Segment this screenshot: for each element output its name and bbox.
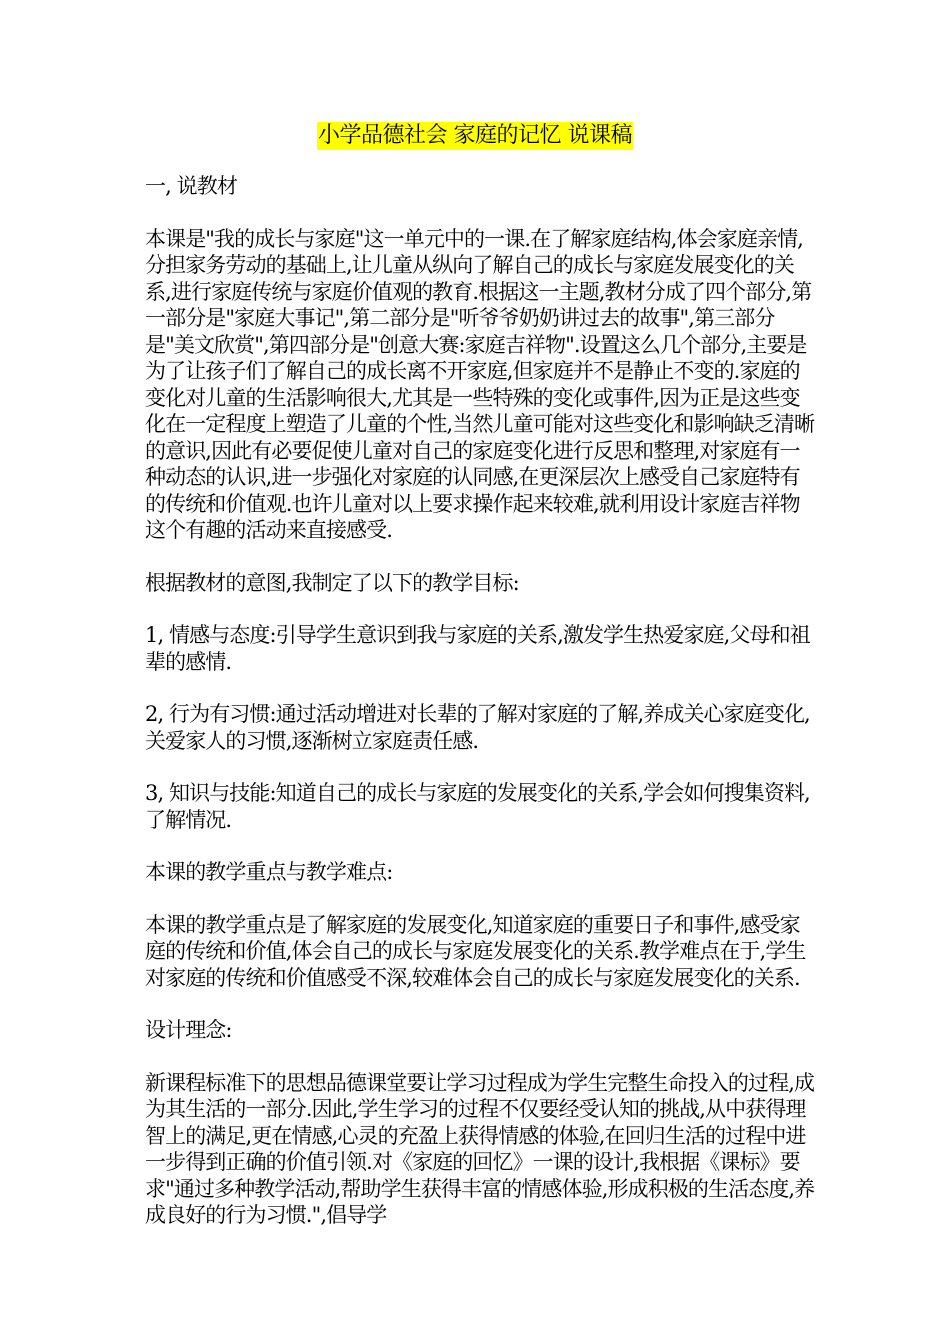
- document-body: [145, 173, 815, 1255]
- paragraph-textbook-description: 本课是"我的成长与家庭"这一单元中的一课.在了解家庭结构,体会家庭亲情,分担家务劳动的基础上,让儿童从纵向了解自己的成长与家庭发展变化的关系,进行家庭传统与家庭价值观的教育.根据这一主题,教材分成了四个部分,第一部分是"家庭大事记",第二部分是"听爷爷奶奶讲过去的故事",第三部分是"美文欣赏",第四部分是"创意大赛:家庭吉祥物".设置这么几个部分,主要是为了让孩子们了解自己的成长离不开家庭,但家庭并不是静止不变的.家庭的变化对儿童的生活影响很大,尤其是一些特殊的变化或事件,因为正是这些变化在一定程度上塑造了儿童的个性,当然儿童可能对这些变化和影响缺乏清晰的意识,因此有必要促使儿童对自己的家庭变化进行反思和整理,对家庭有一种动态的认识,进一步强化对家庭的认同感,在更深层次上感受自己家庭特有的传统和价值观.也许儿童对以上要求操作起来较难,就利用设计家庭吉祥物这个有趣的活动来直接感受.: [145, 226, 815, 542]
- title-container: [0, 122, 950, 150]
- paragraph-key-points: 本课的教学重点是了解家庭的发展变化,知道家庭的重要日子和事件,感受家庭的传统和价值,体会自己的成长与家庭发展变化的关系.教学难点在于,学生对家庭的传统和价值感受不深,较难体会自己的成长与家庭发展变化的关系.: [145, 912, 806, 990]
- objective-item-2: 2, 行为有习惯:通过活动增进对长辈的了解对家庭的了解,养成关心家庭变化,关爱家人的习惯,逐渐树立家庭责任感.: [145, 702, 810, 753]
- section-heading-design-concept: 设计理念:: [145, 1018, 232, 1042]
- objective-item-1: 1, 情感与态度:引导学生意识到我与家庭的关系,激发学生热爱家庭,父母和祖辈的感情.: [145, 623, 810, 674]
- objective-item-3: 3, 知识与技能:知道自己的成长与家庭的发展变化的关系,学会如何搜集资料,了解情况.: [145, 781, 810, 832]
- section-heading-key-points: 本课的教学重点与教学难点:: [145, 860, 393, 884]
- paragraph-objectives-intro: 根据教材的意图,我制定了以下的教学目标:: [145, 570, 519, 595]
- paragraph-design-concept: 新课程标准下的思想品德课堂要让学习过程成为学生完整生命投入的过程,成为其生活的一部分.因此,学生学习的过程不仅要经受认知的挑战,从中获得理智上的满足,更在情感,心灵的充盈上获得情感的体验,在回归生活的过程中进一步得到正确的价值引领.对《家庭的回忆》一课的设计,我根据《课标》要求"通过多种教学活动,帮助学生获得丰富的情感体验,形成积极的生活态度,养成良好的行为习惯.",倡导学: [145, 1070, 815, 1227]
- document-title: 小学品德社会 家庭的记忆 说课稿: [318, 123, 632, 148]
- section-heading-textbook: 一, 说教材: [145, 174, 237, 198]
